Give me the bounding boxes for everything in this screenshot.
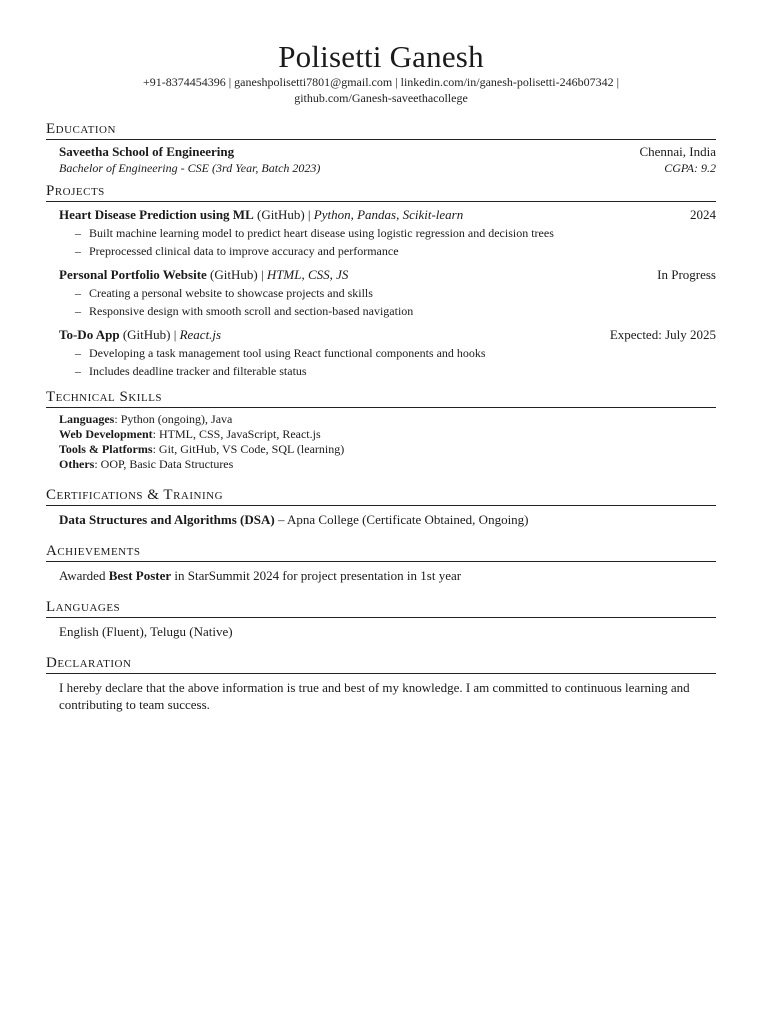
project-item [59, 206, 716, 260]
certification-course: Data Structures and Algorithms (DSA) [59, 512, 275, 527]
project-github-link[interactable]: (GitHub) | [119, 327, 180, 342]
project-bullet: – Developing a task management tool using React functional components and hooks [75, 344, 716, 362]
certifications-heading: Certifications & Training [46, 486, 716, 506]
project-date: In Progress [657, 267, 716, 282]
languages-heading: Languages [46, 598, 716, 618]
certification-entry [46, 511, 716, 528]
projects-list [46, 206, 716, 380]
project-title: To-Do App [59, 327, 120, 342]
skill-values: : Python (ongoing), Java [114, 412, 233, 426]
skill-row [59, 442, 716, 457]
education-section [46, 120, 716, 176]
school-location: Chennai, India [639, 144, 716, 159]
project-bullet: – Preprocessed clinical data to improve accuracy and performance [75, 242, 716, 260]
project-title: Personal Portfolio Website [59, 267, 207, 282]
achievement-prefix: Awarded [59, 568, 109, 583]
contact-line-1: +91-8374454396 | ganeshpolisetti7801@gmail.com | linkedin.com/in/ganesh-polisetti-246b07342 | [143, 75, 619, 89]
school-name: Saveetha School of Engineering [59, 144, 235, 159]
skill-row [59, 457, 716, 472]
skill-category: Web Development [59, 427, 153, 441]
project-bullet: – Responsive design with smooth scroll and section-based navigation [75, 302, 716, 320]
skill-values: : OOP, Basic Data Structures [94, 457, 234, 471]
achievements-heading: Achievements [46, 542, 716, 562]
project-bullet: – Built machine learning model to predict heart disease using logistic regression and decision trees [75, 224, 716, 242]
declaration-section [46, 654, 716, 713]
candidate-name: Polisetti Ganesh [278, 39, 484, 74]
contact-line-2: github.com/Ganesh-saveethacollege [294, 91, 468, 105]
education-heading: Education [46, 120, 716, 140]
skill-row [59, 412, 716, 427]
skill-category: Tools & Platforms [59, 442, 153, 456]
project-tech: HTML, CSS, JS [266, 267, 349, 282]
skills-list [46, 412, 716, 472]
declaration-text: I hereby declare that the above information is true and best of my knowledge. I am committed to continuous learning and contributing to team success. [59, 680, 690, 712]
project-item [59, 326, 716, 380]
project-tech: React.js [179, 327, 222, 342]
achievement-highlight: Best Poster [108, 568, 172, 583]
projects-heading: Projects [46, 182, 716, 202]
projects-section [46, 182, 716, 380]
certifications-section [46, 486, 716, 528]
project-github-link[interactable]: (GitHub) | [206, 267, 267, 282]
achievement-entry [46, 567, 716, 584]
contact-info [46, 74, 716, 106]
project-title: Heart Disease Prediction using ML [59, 207, 254, 222]
achievements-section [46, 542, 716, 584]
project-item [59, 266, 716, 320]
declaration-heading: Declaration [46, 654, 716, 674]
languages-text: English (Fluent), Telugu (Native) [59, 624, 233, 639]
skill-category: Languages [59, 412, 115, 426]
project-bullet: – Includes deadline tracker and filterable status [75, 362, 716, 380]
skill-values: : Git, GitHub, VS Code, SQL (learning) [152, 442, 345, 456]
project-bullet: – Creating a personal website to showcase projects and skills [75, 284, 716, 302]
project-github-link[interactable]: (GitHub) | [253, 207, 314, 222]
skill-row [59, 427, 716, 442]
skills-heading: Technical Skills [46, 388, 716, 408]
languages-section [46, 598, 716, 640]
achievement-suffix: in StarSummit 2024 for project presentation in 1st year [171, 568, 462, 583]
cgpa: CGPA: 9.2 [664, 161, 716, 175]
skills-section [46, 388, 716, 472]
skill-category: Others [59, 457, 95, 471]
project-date: 2024 [690, 207, 716, 222]
certification-detail: – Apna College (Certificate Obtained, Ongoing) [274, 512, 529, 527]
skill-values: : HTML, CSS, JavaScript, React.js [152, 427, 321, 441]
project-tech: Python, Pandas, Scikit-learn [313, 207, 464, 222]
degree: Bachelor of Engineering - CSE (3rd Year, Batch 2023) [59, 161, 321, 175]
project-date: Expected: July 2025 [609, 327, 716, 342]
